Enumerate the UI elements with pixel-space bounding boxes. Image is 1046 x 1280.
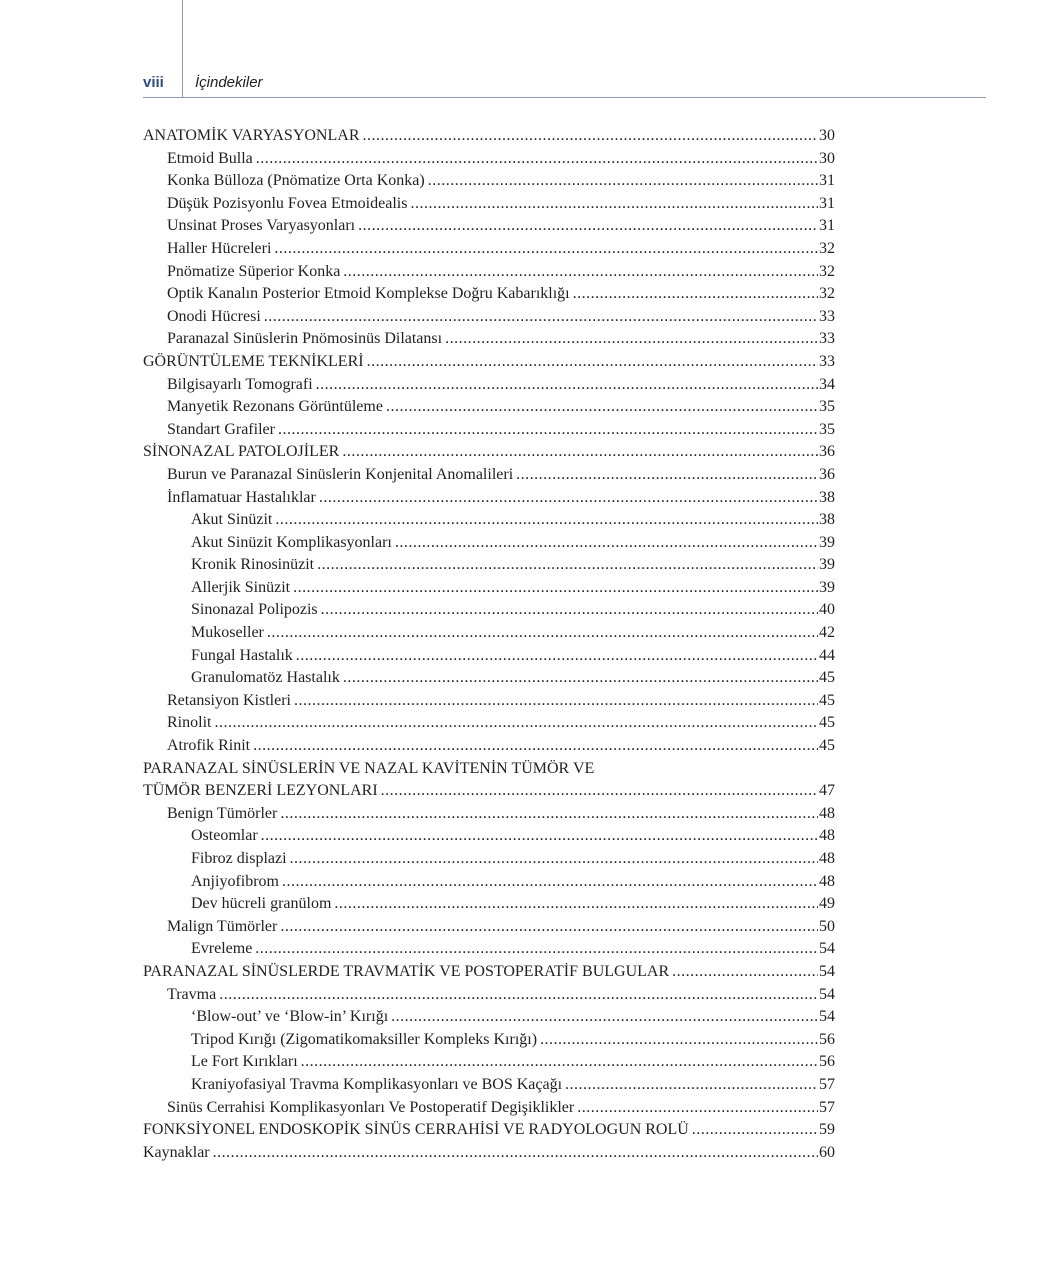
toc-entry-page-number: 45 [819, 737, 835, 755]
toc-entry[interactable] [143, 464, 835, 487]
toc-entry-page-number: 44 [819, 646, 835, 664]
toc-entry-page-number: 39 [819, 578, 835, 596]
dot-leader [321, 599, 818, 622]
dot-leader [294, 690, 818, 713]
toc-entry-title: FONKSİYONEL ENDOSKOPİK SİNÜS CERRAHİSİ VE RADYOLOGUN ROLÜ [143, 1121, 689, 1139]
dot-leader [275, 509, 818, 532]
toc-entry-page-number: 32 [819, 285, 835, 303]
toc-entry-title: İnflamatuar Hastalıklar [167, 488, 316, 506]
dot-leader [293, 577, 818, 600]
toc-entry[interactable] [143, 780, 835, 803]
dot-leader [391, 1006, 818, 1029]
toc-entry[interactable] [143, 961, 835, 984]
dot-leader [278, 419, 818, 442]
toc-entry-title: Rinolit [167, 714, 212, 732]
toc-entry-page-number: 39 [819, 556, 835, 574]
dot-leader [334, 893, 818, 916]
toc-entry[interactable] [143, 825, 835, 848]
toc-entry-page-number: 31 [819, 172, 835, 190]
dot-leader [692, 1119, 818, 1142]
toc-entry-page-number: 57 [819, 1098, 835, 1116]
toc-entry-page-number: 56 [819, 1030, 835, 1048]
dot-leader [672, 961, 818, 984]
toc-entry-title: Kraniyofasiyal Travma Komplikasyonları ve BOS Kaçağı [191, 1075, 563, 1093]
toc-entry-page-number: 57 [819, 1075, 835, 1093]
dot-leader [516, 464, 818, 487]
toc-entry[interactable] [143, 351, 835, 374]
header-vertical-rule [182, 0, 183, 97]
toc-entry-page-number: 39 [819, 533, 835, 551]
toc-entry[interactable] [143, 1029, 835, 1052]
toc-entry-page-number: 54 [819, 962, 835, 980]
toc-entry[interactable] [143, 283, 835, 306]
toc-entry-title: Malign Tümörler [167, 917, 278, 935]
toc-entry[interactable] [143, 1097, 835, 1120]
dot-leader [319, 487, 818, 510]
toc-entry[interactable] [143, 125, 835, 148]
toc-entry-title: ANATOMİK VARYASYONLAR [143, 127, 360, 144]
dot-leader [213, 1142, 818, 1165]
toc-entry[interactable] [143, 735, 835, 758]
toc-entry-title: Le Fort Kırıkları [191, 1053, 298, 1071]
dot-leader [577, 1097, 818, 1120]
toc-entry-title: Etmoid Bulla [167, 149, 253, 167]
toc-entry-title: Onodi Hücresi [167, 307, 261, 325]
page-number: viii [143, 74, 164, 91]
toc-entry[interactable] [143, 690, 835, 713]
toc-entry-title: Konka Bülloza (Pnömatize Orta Konka) [167, 172, 425, 190]
toc-entry-title: PARANAZAL SİNÜSLERDE TRAVMATİK VE POSTOPERATİF BULGULAR [143, 962, 670, 980]
toc-entry-title: Sinonazal Polipozis [191, 601, 318, 619]
toc-entry[interactable] [143, 215, 835, 238]
toc-entry-title: Tripod Kırığı (Zigomatikomaksiller Kompleks Kırığı) [191, 1030, 538, 1048]
dot-leader [261, 825, 818, 848]
toc-entry[interactable] [143, 667, 835, 690]
dot-leader [264, 306, 818, 329]
toc-entry-page-number: 31 [819, 217, 835, 235]
dot-leader [445, 328, 818, 351]
toc-entry-page-number: 60 [819, 1143, 835, 1161]
toc-entry-page-number: 34 [819, 375, 835, 393]
dot-leader [573, 283, 818, 306]
toc-entry[interactable] [143, 148, 835, 171]
toc-entry[interactable] [143, 419, 835, 442]
toc-entry[interactable] [143, 871, 835, 894]
toc-entry[interactable] [143, 848, 835, 871]
toc-entry-page-number: 48 [819, 804, 835, 822]
toc-entry[interactable] [143, 306, 835, 329]
toc-entry-page-number: 38 [819, 511, 835, 529]
toc-entry[interactable] [143, 1142, 835, 1165]
toc-entry-title: Anjiyofibrom [191, 872, 279, 890]
dot-leader [253, 735, 818, 758]
toc-entry-page-number: 48 [819, 872, 835, 890]
toc-entry-title: Travma [167, 985, 217, 1003]
toc-entry-page-number: 33 [819, 307, 835, 325]
toc-entry-page-number: 33 [819, 330, 835, 348]
toc-entry-page-number: 45 [819, 691, 835, 709]
toc-entry[interactable] [143, 238, 835, 261]
toc-entry-page-number: 54 [819, 940, 835, 958]
dot-leader [256, 148, 818, 171]
toc-entry-page-number: 32 [819, 262, 835, 280]
toc-entry[interactable] [143, 758, 835, 781]
dot-leader [342, 441, 818, 464]
toc-entry-title: Dev hücreli granülom [191, 895, 332, 913]
toc-entry[interactable] [143, 396, 835, 419]
toc-entry[interactable] [143, 645, 835, 668]
toc-entry[interactable] [143, 532, 835, 555]
toc-entry-page-number: 30 [819, 149, 835, 167]
toc-entry[interactable] [143, 803, 835, 826]
toc-entry[interactable] [143, 577, 835, 600]
toc-entry-title: TÜMÖR BENZERİ LEZYONLARI [143, 782, 378, 800]
toc-entry-page-number: 36 [819, 465, 835, 483]
toc-entry-page-number: 54 [819, 1008, 835, 1026]
dot-leader [540, 1029, 818, 1052]
toc-entry-page-number: 48 [819, 827, 835, 845]
dot-leader [386, 396, 818, 419]
toc-entry-title: Kronik Rinosinüzit [191, 556, 315, 574]
toc-entry-page-number: 56 [819, 1053, 835, 1071]
dot-leader [381, 780, 818, 803]
toc-entry-title: Kaynaklar [143, 1143, 210, 1161]
dot-leader [316, 374, 818, 397]
toc-entry[interactable] [143, 1006, 835, 1029]
toc-entry-title: Akut Sinüzit Komplikasyonları [191, 533, 392, 551]
toc-entry-title: Benign Tümörler [167, 804, 278, 822]
toc-entry-page-number: 47 [819, 782, 835, 800]
toc-entry[interactable] [143, 487, 835, 510]
dot-leader [367, 351, 818, 374]
toc-entry-title: Haller Hücreleri [167, 239, 272, 257]
toc-entry-title: Burun ve Paranazal Sinüslerin Konjenital Anomalileri [167, 465, 514, 483]
toc-entry-page-number: 48 [819, 850, 835, 867]
toc-entry-page-number: 49 [819, 895, 835, 913]
toc-entry[interactable] [143, 622, 835, 645]
toc-entry-page-number: 30 [819, 127, 835, 144]
table-of-contents [143, 125, 835, 1164]
toc-entry[interactable] [143, 599, 835, 622]
toc-entry[interactable] [143, 893, 835, 916]
toc-entry-page-number: 40 [819, 601, 835, 619]
toc-entry-title: Optik Kanalın Posterior Etmoid Komplekse Doğru Kabarıklığı [167, 285, 570, 303]
toc-entry[interactable] [143, 916, 835, 939]
toc-entry-title: Mukoseller [191, 624, 264, 642]
toc-entry[interactable] [143, 193, 835, 216]
dot-leader [280, 916, 818, 939]
toc-entry[interactable] [143, 374, 835, 397]
dot-leader [255, 938, 818, 961]
dot-leader [301, 1051, 818, 1074]
toc-entry-page-number: 33 [819, 352, 835, 370]
dot-leader [219, 984, 818, 1007]
toc-entry[interactable] [143, 984, 835, 1007]
toc-entry-page-number: 59 [819, 1121, 835, 1139]
toc-entry-title: Düşük Pozisyonlu Fovea Etmoidealis [167, 194, 408, 212]
toc-entry[interactable] [143, 328, 835, 351]
toc-entry-page-number: 36 [819, 443, 835, 461]
toc-entry-title: Pnömatize Süperior Konka [167, 262, 341, 280]
dot-leader [428, 170, 818, 193]
toc-entry-title: Fibroz displazi [191, 850, 287, 867]
toc-entry-page-number: 31 [819, 194, 835, 212]
dot-leader [290, 848, 818, 871]
toc-entry[interactable] [143, 441, 835, 464]
toc-entry[interactable] [143, 261, 835, 284]
toc-entry-page-number: 45 [819, 714, 835, 732]
toc-entry-title: Standart Grafiler [167, 420, 275, 438]
dot-leader [343, 667, 818, 690]
toc-entry-page-number: 32 [819, 239, 835, 257]
toc-entry-title: Retansiyon Kistleri [167, 691, 291, 709]
dot-leader [358, 215, 818, 238]
toc-entry-page-number: 45 [819, 669, 835, 687]
toc-entry-page-number: 42 [819, 624, 835, 642]
dot-leader [296, 645, 818, 668]
toc-entry-title: Paranazal Sinüslerin Pnömosinüs Dilatansı [167, 330, 443, 348]
toc-entry[interactable] [143, 1051, 835, 1074]
toc-entry-title: Sinüs Cerrahisi Komplikasyonları Ve Postoperatif Degişiklikler [167, 1098, 575, 1116]
toc-entry[interactable] [143, 712, 835, 735]
running-title: İçindekiler [195, 74, 263, 91]
toc-entry-page-number: 35 [819, 398, 835, 416]
toc-entry-title: Bilgisayarlı Tomografi [167, 375, 313, 393]
toc-entry-title: Osteomlar [191, 827, 258, 845]
toc-entry[interactable] [143, 554, 835, 577]
toc-entry-title: Evreleme [191, 940, 253, 958]
dot-leader [395, 532, 818, 555]
dot-leader [565, 1074, 818, 1097]
dot-leader [362, 125, 818, 148]
dot-leader [343, 261, 818, 284]
dot-leader [214, 712, 818, 735]
toc-entry-title: Akut Sinüzit [191, 511, 273, 529]
toc-entry-title: Allerjik Sinüzit [191, 578, 291, 596]
toc-entry-title: PARANAZAL SİNÜSLERİN VE NAZAL KAVİTENİN TÜMÖR VE [143, 759, 595, 777]
toc-entry-title: GÖRÜNTÜLEME TEKNİKLERİ [143, 352, 364, 370]
toc-entry-title: Manyetik Rezonans Görüntüleme [167, 398, 383, 416]
dot-leader [280, 803, 818, 826]
toc-entry-title: Atrofik Rinit [167, 737, 251, 755]
toc-entry[interactable] [143, 170, 835, 193]
toc-entry-title: Granulomatöz Hastalık [191, 669, 340, 687]
dot-leader [267, 622, 818, 645]
header-horizontal-rule [143, 97, 986, 98]
dot-leader [410, 193, 818, 216]
toc-entry-page-number: 38 [819, 488, 835, 506]
dot-leader [274, 238, 818, 261]
toc-entry-title: ‘Blow-out’ ve ‘Blow-in’ Kırığı [191, 1008, 389, 1026]
toc-entry[interactable] [143, 938, 835, 961]
toc-entry-title: SİNONAZAL PATOLOJİLER [143, 443, 340, 461]
dot-leader [282, 871, 818, 894]
toc-entry-title: Fungal Hastalık [191, 646, 293, 664]
toc-entry-page-number: 50 [819, 917, 835, 935]
toc-entry-page-number: 35 [819, 420, 835, 438]
toc-entry-title: Unsinat Proses Varyasyonları [167, 217, 356, 235]
toc-entry-page-number: 54 [819, 985, 835, 1003]
toc-entry[interactable] [143, 1074, 835, 1097]
dot-leader [317, 554, 818, 577]
toc-entry[interactable] [143, 509, 835, 532]
toc-entry[interactable] [143, 1119, 835, 1142]
